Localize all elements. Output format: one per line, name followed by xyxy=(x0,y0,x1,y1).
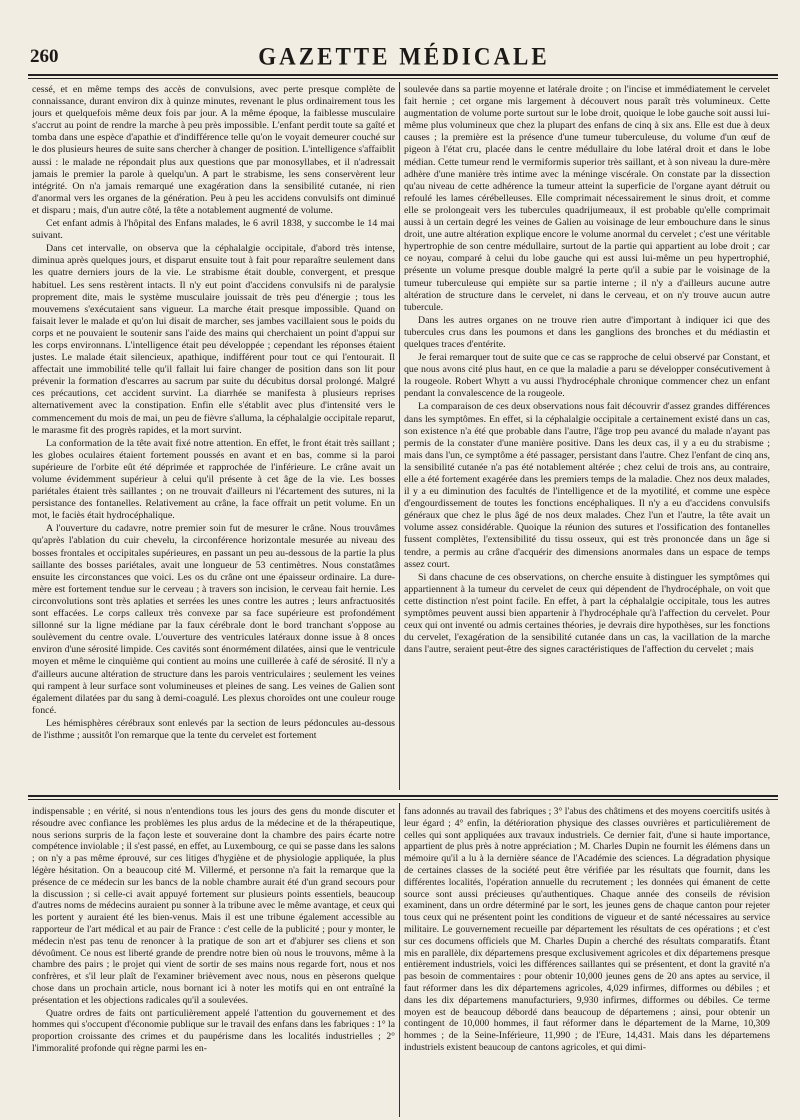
paragraph: Cet enfant admis à l'hôpital des Enfans malades, le 6 avril 1838, y succombe le 14 mai suivant. xyxy=(32,218,395,242)
paragraph: A l'ouverture du cadavre, notre premier soin fut de mesurer le crâne. Nous trouvâmes qu'après l'ablation du cuir chevelu, la circonférence horizontale mesurée au niveau des bosses frontales et occipitales supérieures, en passant un peu au-dessous de la partie la plus saillante des bosses pariétales, avait une longueur de 53 centimètres. Nous constatâmes ensuite les circonstances que voici. Les os du crâne ont une épaisseur ordinaire. La dure-mère est fortement tendue sur le cerveau ; à travers son incision, le cerveau fait hernie. Les circonvolutions sont très aplaties et serrées les unes contre les autres ; leurs anfractuosités sont effacées. Le corps calleux très convexe par sa face supérieure est profondément sillonné sur la ligne médiane par la faux cérébrale dont le bord tranchant s'oppose au soulèvement du centre ovale. L'ouverture des ventricules latéraux donne issue à 8 onces environ d'une sérosité limpide. Ces cavités sont énormément dilatées, ainsi que le ventricule moyen et même le cinquième qui contient au moins une cuillerée à café de sérosité. Il n'y a d'ailleurs aucune altération de structure dans les parois ventriculaires ; seulement les veines qui rampent à leur surface sont volumineuses et pleines de sang. Les veines de Galien sont également dilatées par du sang à demi-coagulé. Les plexus choroïdes ont une couleur rouge foncé. xyxy=(32,523,395,716)
column-bottom-right xyxy=(404,806,770,1116)
paragraph: Les hémisphères cérébraux sont enlevés par la section de leurs pédoncules au-dessous de l'isthme ; aussitôt l'on remarque que la tente du cervelet est fortement xyxy=(32,717,395,741)
paragraph: Si dans chacune de ces observations, on cherche ensuite à distinguer les symptômes qui appartiennent à la tumeur du cervelet de ceux qui dépendent de l'hydrocéphale, on voit que cette distinction n'est point facile. En effet, à part la céphalalgie occipitale, tous les autres symptômes peuvent aussi bien appartenir à l'hydrocéphale qu'à l'affection du cervelet. Pour ceux qui ont inventé ou admis certaines théories, je devrais dire hypothèses, sur les fonctions du cervelet, l'exagération de la sensibilité cutanée dans un cas, la vacillation de la marche dans l'autre, seraient peut-être des signes caractéristiques de l'affection du cervelet ; mais xyxy=(404,571,770,656)
paragraph: Dans cet intervalle, on observa que la céphalalgie occipitale, d'abord très intense, diminua après quelques jours, et disparut ensuite tout à fait pour reparaître seulement dans les quatre derniers jours de la vie. Le strabisme était double, convergent, et presque habituel. Les sens restèrent intacts. Il n'y eut point d'accidens convulsifs ni de paralysie proprement dite, mais le système musculaire jouissait de très peu d'énergie ; tous les mouvemens s'exécutaient sans vigueur. La marche était presque impossible. Quand on faisait lever le malade et qu'on lui disait de marcher, ses jambes vacillaient sous le poids du corps et ne pouvaient le soutenir sans l'aide des mains qui cherchaient un point d'appui sur les corps environnans. L'intelligence était peu développée ; cependant les réponses étaient justes. Le malade était silencieux, apathique, indifférent pour tout ce qui l'entourait. Il affectait une immobilité telle qu'il fallait lui faire changer de position dans son lit pour prévenir la formation d'escarres au sacrum par suite du décubitus dorsal prolongé. Malgré ces précautions, cet accident survint. La diarrhée se manifesta à plusieurs reprises alternativement avec la constipation. Enfin elle s'établit avec plus d'intensité vers le commencement du mois de mai, un peu de fièvre s'alluma, la céphalalgie occipitale reparut, le marasme fit des progrès rapides, et la mort survint. xyxy=(32,243,395,436)
paragraph: indispensable ; en vérité, si nous n'entendions tous les jours des gens du monde discuter et résoudre avec confiance les problèmes les plus ardus de la médecine et de la thérapeutique, nous serions surpris de la façon leste et souveraine dont la chambre des pairs écarte notre compétence inviolable ; il s'est passé, en effet, au Luxembourg, ce qui se passe dans les salons ; on n'y a pas même éprouvé, sur ces litiges d'hygiène et de physiologie appliquée, la plus légère hésitation. On a beaucoup cité M. Villermé, et personne n'a fait la remarque que la présence de ce médecin sur les bancs de la noble chambre aurait été d'un grand secours pour la discussion ; si celle-ci avait appuyé fortement sur plusieurs points essentiels, beaucoup d'autres noms de médecins auraient pu sonner à la tribune avec le même avantage, et ceux qui les portent y auraient été les bien-venus. Mais il est une tribune également accessible au rapporteur de l'art médical et au pair de France : c'est celle de la publicité ; pour y monter, le médecin n'est pas tenu de renoncer à la pratique de son art et d'abjurer ses cliens et son dévoûment. Ce nous est liberté grande de prendre notre bien où nous le trouvons, même à la chambre des pairs ; le projet qui vient de sortir de ses mains nous regarde fort, nous et nos confrères, et s'il leur plaît de l'examiner brièvement avec nous, nous en pèserons quelque chose dans un prochain article, nous bornant ici à noter les motifs qui en ont entraîné la présentation et les objections radicales qu'il a soulevées. xyxy=(32,806,395,1006)
paragraph: La conformation de la tête avait fixé notre attention. En effet, le front était très saillant ; les globes oculaires étaient fortement poussés en avant et en bas, comme si la paroi supérieure de l'orbite eût été déprimée et rapprochée de l'inférieure. Le crâne avait un volume évidemment supérieur à celui qu'il présente à cet âge de la vie. Les bosses pariétales étaient très saillantes ; on ne trouvait d'ailleurs ni l'écartement des sutures, ni la persistance des fontanelles. Relativement au crâne, la face offrait un petit volume. En un mot, le faciès était hydrocéphalique. xyxy=(32,437,395,522)
page-number: 260 xyxy=(30,46,59,67)
paragraph: soulevée dans sa partie moyenne et latérale droite ; on l'incise et immédiatement le cervelet fait hernie ; cet organe mis largement à découvert nous paraît très volumineux. Cette augmentation de volume porte surtout sur le lobe droit, quoique le lobe gauche soit aussi lui-même plus volumineux que chez la plupart des enfans de cinq à six ans. Elle est due à deux causes ; la première est la présence d'une tumeur tuberculeuse, du volume d'un œuf de pigeon à l'état cru, placée dans le centre médullaire du lobe latéral droit et dans le lobe médian. Cette tumeur rend le vermiformis superior très saillant, et à son niveau la dure-mère adhère d'une manière très intime avec la méninge viscérale. On constate par la dissection qu'au niveau de cette adhérence la tumeur atteint la superficie de l'organe ayant détruit ou refoulé les lames cérébelleuses. Elle comprimait nécessairement le sinus droit, et comme elle se prolongeait vers les tubercules quadrijumeaux, il est probable qu'elle comprimait aussi à un certain degré les veines de Galien au voisinage de leur embouchure dans le sinus droit, une autre altération explique encore le volume anormal du cervelet ; c'est une véritable hypertrophie de son centre médullaire, surtout de la partie qui appartient au lobe droit ; car ce noyau, comparé à celui du lobe gauche qui est aussi lui-même un peu hypertrophié, présente un volume presque double malgré la perte qu'il a subie par le voisinage de la tumeur tuberculeuse qui empiète sur sa partie interne ; il n'y a d'ailleurs aucune autre altération de structure dans le cervelet, ni dans le cerveau, et on n'y trouve aucun autre tubercule. xyxy=(404,84,770,313)
paragraph: Dans les autres organes on ne trouve rien autre d'important à indiquer ici que des tubercules crus dans les poumons et dans les ganglions des bronches et du médiastin et quelques traces d'entérite. xyxy=(404,314,770,350)
header-rule-thin xyxy=(28,78,778,79)
journal-title: GAZETTE MÉDICALE xyxy=(258,42,550,70)
paragraph: Quatre ordres de faits ont particulièrement appelé l'attention du gouvernement et des hommes qui s'occupent d'économie publique sur le travail des enfans dans les fabriques : 1° la proportion croissante des crimes et du paupérisme dans les localités industrielles ; 2° l'immoralité profonde qui règne parmi les en- xyxy=(32,1007,395,1054)
column-top-left xyxy=(32,84,395,789)
section-rule-thin xyxy=(28,799,778,800)
header-rule xyxy=(28,74,778,76)
page-header xyxy=(30,44,778,74)
column-divider xyxy=(399,803,400,1117)
section-rule xyxy=(28,795,778,797)
column-divider xyxy=(399,82,400,790)
paragraph: fans adonnés au travail des fabriques ; 3° l'abus des châtimens et des moyens coercitifs usités à leur égard ; 4° enfin, la détérioration physique des classes ouvrières et particulièrement de celles qui sont appliquées aux travaux industriels. Ce dernier fait, d'une si haute importance, appartient de plus près à notre appréciation ; M. Charles Dupin ne fournit les élémens dans un mémoire qu'il a lu à la dernière séance de l'Académie des sciences. La dégradation physique de certaines classes de la société peut être vérifiée par les résultats que fournit, dans les différentes localités, l'opération annuelle du recrutement ; les données qui émanent de cette source sont aussi précieuses qu'authentiques. Chaque année des conseils de révision examinent, dans un ordre déterminé par le sort, les jeunes gens de chaque canton pour rejeter tous ceux qui ne présentent point les conditions de vigueur et de santé nécessaires au service militaire. Le gouvernement recueille par département les résultats de ces opérations ; et c'est sur ces documens officiels que M. Charles Dupin a cherché des résultats comparatifs. Étant mis en parallèle, dix départemens presque exclusivement agricoles et dix départemens presque entièrement industriels, voici les différences saillantes qui se présentent, et dont la gravité n'a pas besoin de commentaires : pour obtenir 10,000 jeunes gens de 20 ans aptes au service, il faut réformer dans les dix départemens agricoles, 4,029 infirmes, difformes ou débiles ; et dans les dix départemens manufacturiers, 9,930 infirmes, difformes ou débiles. Ce terme moyen est de beaucoup débordé dans beaucoup de départemens ; ainsi, pour obtenir un contingent de 10,000 hommes, il faut réformer dans le département de la Marne, 10,309 hommes ; de la Seine-Inférieure, 11,990 ; de l'Eure, 14,431. Mais dans les départemens industriels existent beaucoup de cantons agricoles, et qui dimi- xyxy=(404,806,770,1053)
column-bottom-left xyxy=(32,806,395,1116)
paragraph: cessé, et en même temps des accès de convulsions, avec perte presque complète de connaissance, durant environ dix à quinze minutes, revenant le plus ordinairement tous les jours et quelquefois même deux fois par jour. A la même époque, la faiblesse musculaire s'accrut au point de rendre la marche à peu près impossible. L'enfant perdit toute sa gaîté et tomba dans une espèce d'apathie et d'indifférence telle qu'on le voyait demeurer couché sur le dos plusieurs heures de suite sans chercher à changer de position. L'intelligence s'affaiblit aussi : le malade ne répondait plus aux questions que par monosyllabes, et il n'adressait jamais le premier la parole à quelqu'un. A part le strabisme, les sens conservèrent leur intégrité. On n'a jamais remarqué une exagération dans la sensibilité cutanée, ni rien d'anormal vers les organes de la génération. Peu à peu les accidens convulsifs ont diminué et disparu ; mais, d'un autre côté, la tête a notablement augmenté de volume. xyxy=(32,84,395,216)
paragraph: Je ferai remarquer tout de suite que ce cas se rapproche de celui observé par Constant, et que nous avons cité plus haut, en ce que la maladie a paru se développer consécutivement à la rougeole. Robert Whytt a vu aussi l'hydrocéphale chronique commencer chez un enfant pendant la convalescence de la rougeole. xyxy=(404,352,770,400)
paragraph: La comparaison de ces deux observations nous fait découvrir d'assez grandes différences dans les symptômes. En effet, si la céphalalgie occipitale a certainement existé dans un cas, son existence n'a été que probable dans l'autre, l'âge trop peu avancé du malade n'ayant pas permis de la constater d'une manière positive. Dans les deux cas, il y a eu du strabisme ; mais dans l'un, ce symptôme a été passager, persistant dans l'autre. Chez l'enfant de cinq ans, la sensibilité cutanée n'a pas été notablement altérée ; chez celui de trois ans, au contraire, elle a été fortement exagérée dans les premiers temps de la maladie. Chez nos deux malades, il y a eu diminution des facultés de l'intelligence et de la myotilité, et comme une espèce d'engourdissement de toutes les fonctions encéphaliques. Il n'y a eu d'accidens convulsifs généraux que chez le plus âgé de nos deux malades. Chez l'un et l'autre, la tête avait un volume assez considérable. Quoique la réunion des sutures et l'ossification des fontanelles fussent complètes, l'extensibilité du tissu osseux, qui est très prononcée dans un âge si tendre, a permis au crâne d'acquérir des dimensions anormales dans un espace de temps assez court. xyxy=(404,401,770,570)
column-top-right xyxy=(404,84,770,789)
